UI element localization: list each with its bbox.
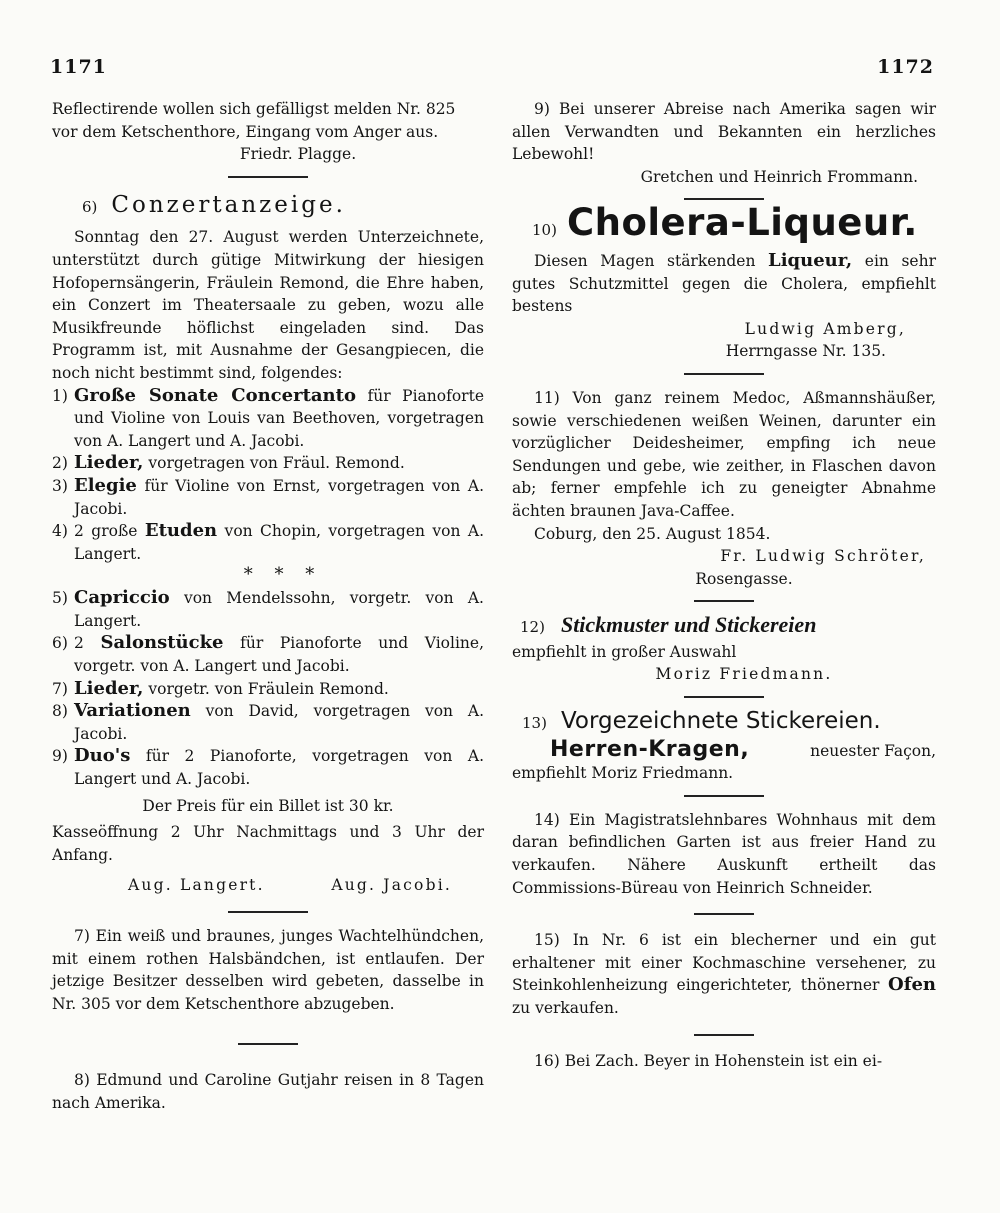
program-item (52, 587, 484, 632)
divider (238, 1043, 298, 1045)
ad-number: 10) (532, 221, 557, 240)
program-work: Capriccio (74, 587, 170, 609)
signature-jacobi: Aug. Jacobi. (331, 876, 452, 895)
ad-10-rest: ein sehr gutes Schutzmittel gegen die Cholera, empfiehlt bestens (512, 251, 936, 316)
program-number: 9) (52, 747, 68, 766)
ad-number: 13) (522, 714, 547, 733)
ad-13-product: Herren-Kragen, (550, 736, 750, 762)
left-column (52, 98, 484, 1115)
intro-line-1: Reflectirende wollen sich gefälligst melden Nr. 825 (52, 100, 456, 118)
program-work: Lieder, (74, 452, 144, 474)
signature-frommann: Gretchen und Heinrich Frommann. (640, 167, 918, 186)
program-detail: für Pianoforte und Violine von Louis van Beethoven, vorgetragen von A. Langert und A. Jacobi. (74, 386, 484, 450)
ad-12-text: empfiehlt in großer Auswahl (512, 642, 737, 661)
program-item (52, 632, 484, 677)
ad-13-seller: empfiehlt Moriz Friedmann. (512, 764, 734, 783)
ad-13-line (512, 736, 936, 763)
concert-announcement: Sonntag den 27. August werden Unterzeichnete, unterstützt durch gütige Mitwirkung der hiesigen Hofopernsängerin, Fräulein Remond, die Ehre haben, ein Conzert im Theatersaale zu geben, wozu alle Musikfreunde höflichst eingeladen sind. Das Programm ist, mit Ausnahme der Gesangpiecen, die noch nicht bestimmt sind, folgendes: (52, 228, 484, 382)
ad-15-stove (512, 929, 936, 1019)
heading-title: Stickmuster und Stickereien (560, 612, 817, 638)
program-number: 6) (52, 634, 68, 653)
ad-15-rest: zu verkaufen. (512, 999, 619, 1017)
program-work: Etuden (144, 520, 218, 542)
divider (228, 911, 308, 913)
heading-title: Vorgezeichnete Stickereien. (560, 708, 881, 735)
divider (694, 913, 754, 915)
program-detail: für Pianoforte und Violine, vorgetr. von A. Langert und Jacobi. (74, 634, 484, 676)
program-item (52, 385, 484, 453)
program-number: 4) (52, 522, 68, 541)
program-detail: von David, vorgetragen von A. Jacobi. (74, 702, 484, 743)
program-work: Große Sonate Concertanto (74, 384, 356, 406)
program-prefix: 2 große (74, 522, 145, 541)
concert-signatures (52, 874, 484, 897)
heading-title: Conzertanzeige. (111, 191, 346, 218)
program-number: 2) (52, 454, 68, 473)
heading-title: Cholera-Liqueur. (566, 201, 918, 245)
program-work: Lieder, (74, 677, 144, 699)
program-work: Salonstücke (100, 632, 224, 654)
program-item (52, 452, 484, 475)
ad-number: 6) (82, 197, 98, 216)
program-item (52, 745, 484, 790)
ad-11-date: Coburg, den 25. August 1854. (534, 524, 771, 543)
opening-times: Kasseöffnung 2 Uhr Nachmittags und 3 Uhr der Anfang. (52, 823, 484, 864)
ticket-price: Der Preis für ein Billet ist 30 kr. (142, 796, 394, 815)
heading-cholera-liqueur (532, 201, 936, 245)
page-number-right: 1172 (877, 56, 934, 78)
ad-14-house: 14) Ein Magistratslehnbares Wohnhaus mit dem daran befindlichen Garten ist aus freier Hand zu verkaufen. Nähere Auskunft ertheilt das Commissions-Büreau von Heinrich Schneider. (512, 810, 936, 897)
signature-plagge: Friedr. Plagge. (239, 145, 357, 164)
program-number: 8) (52, 702, 68, 721)
intro-line-2: vor dem Ketschenthore, Eingang vom Anger aus. (52, 122, 439, 141)
signature-langert: Aug. Langert. (128, 876, 265, 895)
program-number: 3) (52, 476, 68, 495)
program-work: Duo's (74, 745, 131, 767)
program-detail: vorgetragen von Fräul. Remond. (143, 454, 405, 473)
ad-10-text (512, 250, 936, 318)
program-number: 5) (52, 589, 68, 608)
heading-conzertanzeige (82, 191, 484, 219)
right-column (512, 98, 936, 1072)
ad-10-prefix: Diesen Magen stärkenden (534, 251, 769, 270)
ad-number: 12) (520, 618, 545, 637)
address-amberg: Herrngasse Nr. 135. (725, 342, 886, 361)
program-detail: vorgetr. von Fräulein Remond. (143, 679, 389, 698)
asterism: * * * (243, 564, 323, 586)
program-number: 1) (52, 386, 68, 405)
program-work: Variationen (74, 700, 191, 722)
heading-vorgezeichnete-stickereien (522, 710, 936, 735)
program-prefix: 2 (74, 634, 101, 653)
divider (228, 176, 308, 178)
divider (684, 373, 764, 375)
ad-7-lost-dog: 7) Ein weiß und braunes, junges Wachtelhündchen, mit einem rothen Halsbändchen, ist entlaufen. Der jetzige Besitzer desselben wird gebeten, dasselbe in Nr. 305 vor dem Ketschenthore abzugeben. (52, 927, 484, 1013)
ad-11-wine: 11) Von ganz reinem Medoc, Aßmannshäußer, sowie verschiedenen weißen Weinen, darunter ein vorzüglicher Deidesheimer, empfing ich neue Sendungen und gebe, wie zeither, in Flaschen davon ab; ferner empfehle ich zu geneigter Abnahme ächten braunen Java-Caffee. (512, 388, 936, 520)
program-list (52, 385, 484, 791)
divider (694, 600, 754, 602)
ad-16-start: 16) Bei Zach. Beyer in Hohenstein ist ein ei- (534, 1051, 883, 1070)
program-detail: von Mendelssohn, vorgetr. von A. Langert. (74, 589, 484, 630)
heading-stickmuster (520, 614, 936, 639)
program-item (52, 700, 484, 745)
ad-10-product: Liqueur, (768, 249, 853, 271)
ad-8-departure: 8) Edmund und Caroline Gutjahr reisen in 8 Tagen nach Amerika. (52, 1071, 484, 1112)
signature-schroeter: Fr. Ludwig Schröter, (720, 547, 926, 566)
ad-13-style: neuester Façon, (810, 741, 936, 760)
program-detail: für Violine von Ernst, vorgetragen von A. Jacobi. (74, 476, 484, 518)
ad-15-text: 15) In Nr. 6 ist ein blecherner und ein gut erhaltener mit einer Kochmaschine versehener, zu Steinkohlenheizung eingerichteter, thönerner (512, 931, 936, 995)
signature-friedmann: Moriz Friedmann. (655, 665, 833, 684)
program-item (52, 520, 484, 565)
divider (684, 198, 764, 200)
program-item (52, 475, 484, 520)
ad-15-product: Ofen (888, 974, 936, 996)
page-number-left: 1171 (50, 56, 107, 78)
address-schroeter: Rosengasse. (695, 569, 793, 588)
signature-amberg: Ludwig Amberg, (744, 319, 906, 338)
divider (684, 696, 764, 698)
program-detail: von Chopin, vorgetragen von A. Langert. (74, 522, 484, 563)
program-work: Elegie (74, 474, 137, 496)
ad-9-farewell: 9) Bei unserer Abreise nach Amerika sagen wir allen Verwandten und Bekannten ein herzliches Lebewohl! (512, 100, 936, 164)
divider (694, 1034, 754, 1036)
program-detail: für 2 Pianoforte, vorgetragen von A. Langert und A. Jacobi. (74, 747, 484, 789)
program-item (52, 678, 484, 701)
divider (684, 795, 764, 797)
program-number: 7) (52, 679, 68, 698)
